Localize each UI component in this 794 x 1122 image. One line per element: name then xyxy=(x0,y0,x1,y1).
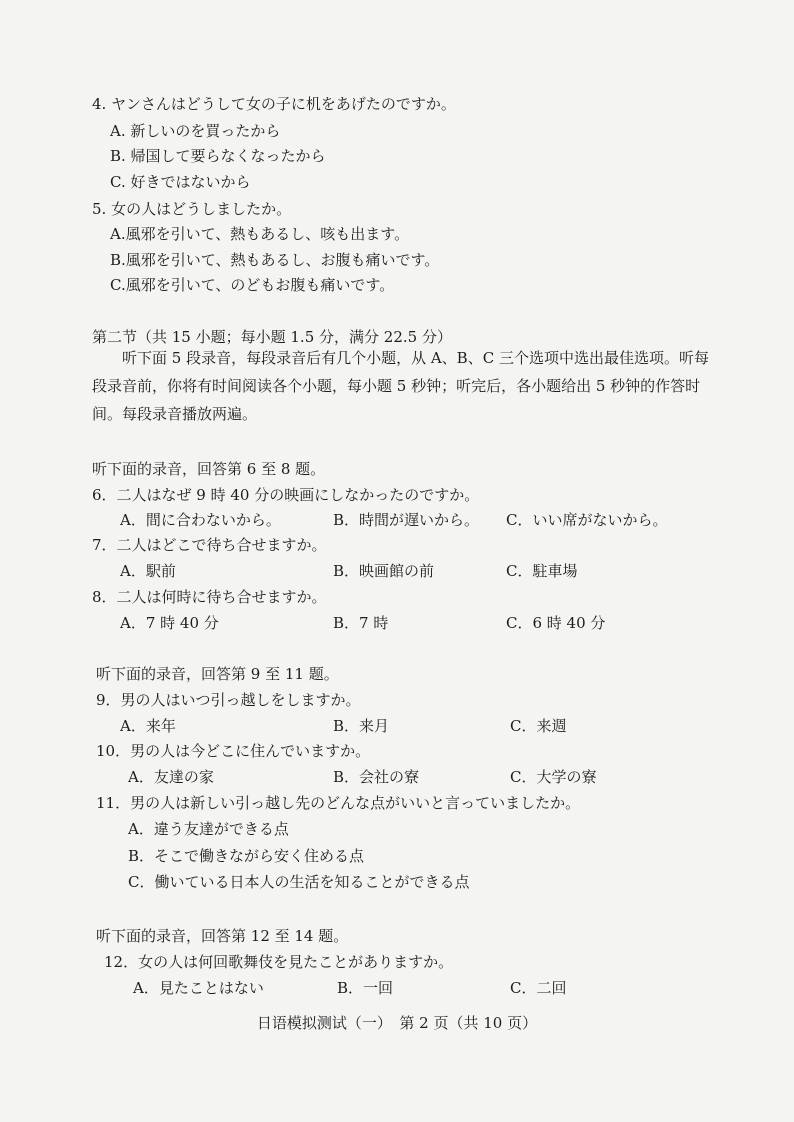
section-2-instructions: 听下面 5 段录音，每段录音后有几个小题，从 A、B、C 三个选项中选出最佳选项。听每段录音前，你将有时间阅读各个小题，每小题 5 秒钟；听完后，各小题给出 5 秒钟的作答时间。每段录音播放两遍。 xyxy=(92,349,709,423)
question-6-option-b: B．時間が遅いから。 xyxy=(333,511,480,529)
question-4: 4. ヤンさんはどうして女の子に机をあげたのですか。 xyxy=(92,95,456,113)
question-12-option-a: A．見たことはない xyxy=(133,979,264,997)
question-12-option-c: C．二回 xyxy=(510,979,567,997)
question-10-option-b: B．会社の寮 xyxy=(333,768,420,786)
question-7: 7．二人はどこで待ち合せますか。 xyxy=(92,536,327,554)
question-7-option-b: B．映画館の前 xyxy=(333,562,435,580)
question-4-option-c: C. 好きではないから xyxy=(110,173,251,191)
question-4-option-a: A. 新しいのを買ったから xyxy=(110,122,281,140)
question-7-option-a: A．駅前 xyxy=(120,562,176,580)
question-12: 12．女の人は何回歌舞伎を見たことがありますか。 xyxy=(104,953,454,971)
question-6-option-a: A．間に合わないから。 xyxy=(120,511,281,529)
group-3-intro: 听下面的录音，回答第 12 至 14 题。 xyxy=(96,927,349,945)
question-5-option-b: B.風邪を引いて、熱もあるし、お腹も痛いです。 xyxy=(110,251,440,269)
question-6: 6．二人はなぜ 9 時 40 分の映画にしなかったのですか。 xyxy=(92,486,480,504)
question-7-option-c: C．駐車場 xyxy=(506,562,578,580)
question-9-option-c: C．来週 xyxy=(510,717,567,735)
question-9-option-a: A．来年 xyxy=(120,717,176,735)
question-12-option-b: B．一回 xyxy=(337,979,394,997)
question-8: 8．二人は何時に待ち合せますか。 xyxy=(92,588,327,606)
question-8-option-a: A．7 時 40 分 xyxy=(120,614,219,632)
question-10: 10．男の人は今どこに住んでいますか。 xyxy=(96,742,371,760)
group-2-intro: 听下面的录音，回答第 9 至 11 题。 xyxy=(96,665,339,683)
question-8-option-b: B．7 時 xyxy=(333,614,389,632)
question-5-option-a: A.風邪を引いて、熱もあるし、咳も出ます。 xyxy=(110,225,410,243)
question-11-option-a: A．違う友達ができる点 xyxy=(128,820,289,838)
page-footer: 日语模拟测试（一） 第 2 页（共 10 页） xyxy=(256,1014,538,1032)
section-2-title: 第二节（共 15 小题；每小题 1.5 分，满分 22.5 分） xyxy=(92,328,452,346)
question-11: 11．男の人は新しい引っ越し先のどんな点がいいと言っていましたか。 xyxy=(96,794,581,812)
question-5-option-c: C.風邪を引いて、のどもお腹も痛いです。 xyxy=(110,276,395,294)
question-8-option-c: C．6 時 40 分 xyxy=(506,614,606,632)
group-1-intro: 听下面的录音，回答第 6 至 8 题。 xyxy=(92,460,326,478)
question-10-option-c: C．大学の寮 xyxy=(510,768,597,786)
question-11-option-b: B．そこで働きながら安く住める点 xyxy=(128,847,365,865)
question-9-option-b: B．来月 xyxy=(333,717,390,735)
question-6-option-c: C．いい席がないから。 xyxy=(506,511,668,529)
question-9: 9．男の人はいつ引っ越しをしますか。 xyxy=(96,691,361,709)
question-4-option-b: B. 帰国して要らなくなったから xyxy=(110,147,326,165)
question-10-option-a: A．友達の家 xyxy=(128,768,214,786)
question-5: 5. 女の人はどうしましたか。 xyxy=(92,200,292,218)
question-11-option-c: C．働いている日本人の生活を知ることができる点 xyxy=(128,873,470,891)
